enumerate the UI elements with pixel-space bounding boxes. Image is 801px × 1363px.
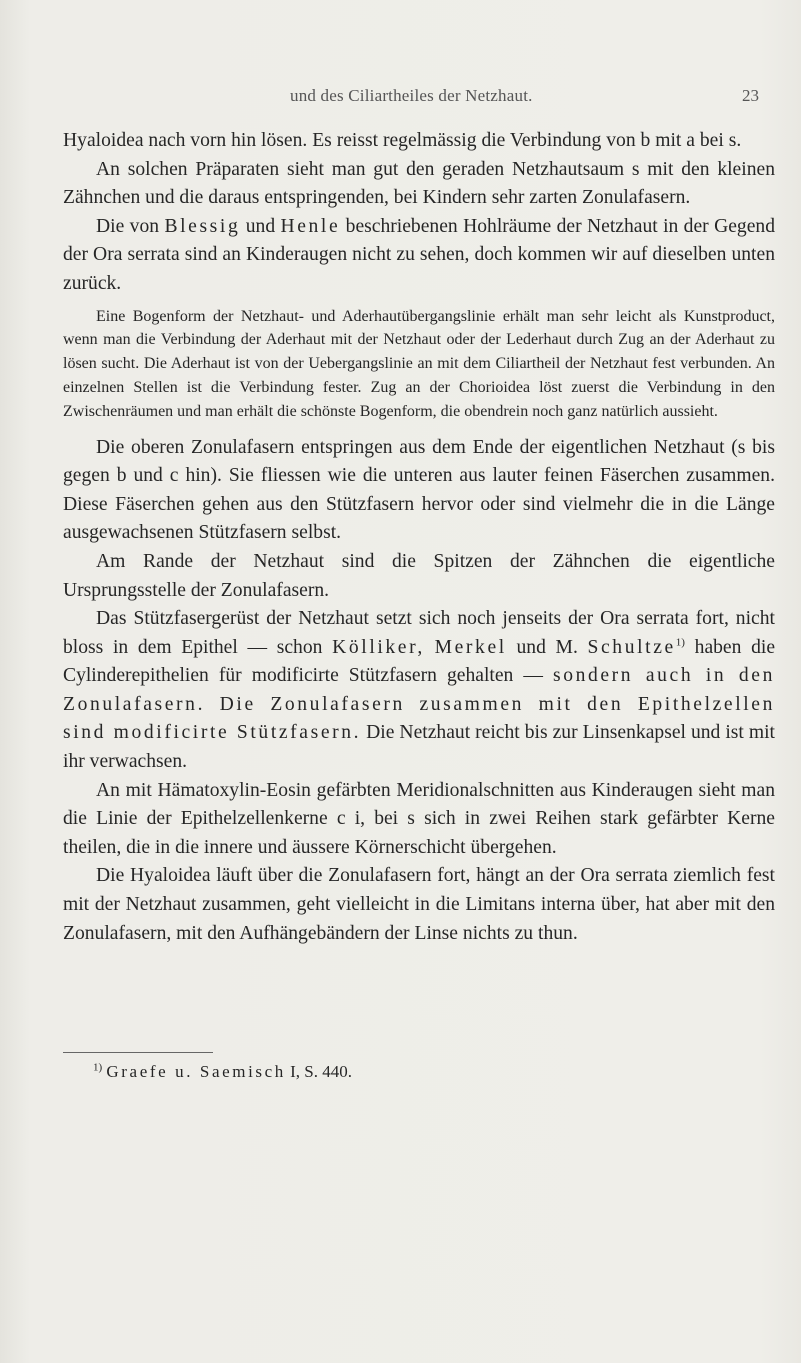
author-henle: Henle — [280, 215, 341, 237]
page-header — [0, 86, 801, 110]
author-koelliker: Kölliker, — [332, 636, 425, 658]
paragraph-5: Die oberen Zonulafasern entspringen aus dem Ende der eigentlichen Netzhaut (s bis gegen b und c hin). Sie fliessen wie die unteren aus lauter feinen Fäserchen zusammen. Diese Fäserchen gehen aus den Stützfasern hervor oder sind vielmehr die in die Länge ausgewachsenen Stützfasern selbst. — [63, 436, 775, 544]
paragraph-6: Am Rande der Netzhaut sind die Spitzen der Zähnchen die eigentliche Ursprungsstelle der Zonulafasern. — [63, 550, 775, 601]
paragraph-7 — [63, 605, 775, 777]
author-schultze: Schultze — [587, 636, 676, 658]
footnote-authors: Graefe u. Saemisch — [106, 1062, 286, 1081]
p3-text-b: und — [245, 215, 276, 237]
footnote-divider — [63, 1052, 213, 1053]
paragraph-2: An solchen Präparaten sieht man gut den geraden Netzhautsaum s mit den kleinen Zähnchen und die daraus entspringenden, bei Kindern sehr zarten Zonulafasern. — [63, 158, 775, 209]
main-text — [63, 127, 775, 948]
paragraph-9: Die Hyaloidea läuft über die Zonulafasern fort, hängt an der Ora serrata ziemlich fest mit der Netzhaut zusammen, geht vielleicht in die Limitans interna über, hat aber mit den Zonulafasern, mit den Aufhängebändern der Linse nichts zu thun. — [63, 865, 775, 944]
footnote — [63, 1060, 775, 1084]
author-merkel: Merkel — [434, 636, 507, 658]
p7-text-b: und M. — [516, 636, 578, 658]
author-blessig: Blessig — [164, 215, 241, 237]
p7-emphasis-spaced: sondern auch in den Zonulafasern. Die Zonulafasern zusammen mit den Epithelzellen sind modificirte Stützfasern. — [63, 665, 775, 744]
p7-text-c: haben die Cylinderepithelien für modificirte Stützfasern gehalten — — [63, 636, 776, 687]
paragraph-1: Hyaloidea nach vorn hin lösen. Es reisst regelmässig die Verbindung von b mit a bei s. — [63, 130, 742, 151]
paragraph-8: An mit Hämatoxylin-Eosin gefärbten Meridionalschnitten aus Kinderaugen sieht man die Linie der Epithelzellenkerne c i, bei s sich in zwei Reihen stark gefärbter Kerne theilen, die in die innere und äussere Körnerschicht übergehen. — [63, 779, 775, 858]
paragraph-note-small: Eine Bogenform der Netzhaut- und Aderhautübergangslinie erhält man sehr leicht als Kunstproduct, wenn man die Verbindung der Aderhaut mit der Netzhaut oder der Lederhaut durch Zug an der Aderhaut zu lösen sucht. Die Aderhaut ist von der Uebergangslinie an mit dem Ciliartheil der Netzhaut fest verbunden. An einzelnen Stellen ist die Verbindung fester. Zug an der Chorioidea löst zuerst die Verbindung in den Zwischenräumen und man erhält die schönste Bogenform, die obendrein noch ganz natürlich aussieht. — [63, 307, 775, 420]
p3-text-a: Die von — [96, 215, 160, 237]
running-title: und des Ciliartheiles der Netzhaut. — [290, 86, 533, 105]
footnote-mark: 1) — [93, 1061, 103, 1074]
p7-text-d: Die Netzhaut reicht bis zur Linsenkapsel und ist mit ihr verwachsen. — [63, 722, 775, 773]
p7-text-a: Das Stützfasergerüst der Netzhaut setzt sich noch jenseits der Ora serrata fort, nicht bloss in dem Epithel — schon — [63, 608, 775, 658]
p3-text-c: beschriebenen Hohlräume der Netzhaut in der Gegend der Ora serrata sind an Kinderaugen nicht zu sehen, doch kommen wir auf dieselben unten zurück. — [63, 215, 775, 294]
page-number: 23 — [742, 86, 759, 105]
paragraph-3 — [63, 213, 775, 299]
footnote-ref-mark: 1) — [675, 636, 685, 649]
footnote-ref: I, S. 440. — [290, 1062, 352, 1081]
